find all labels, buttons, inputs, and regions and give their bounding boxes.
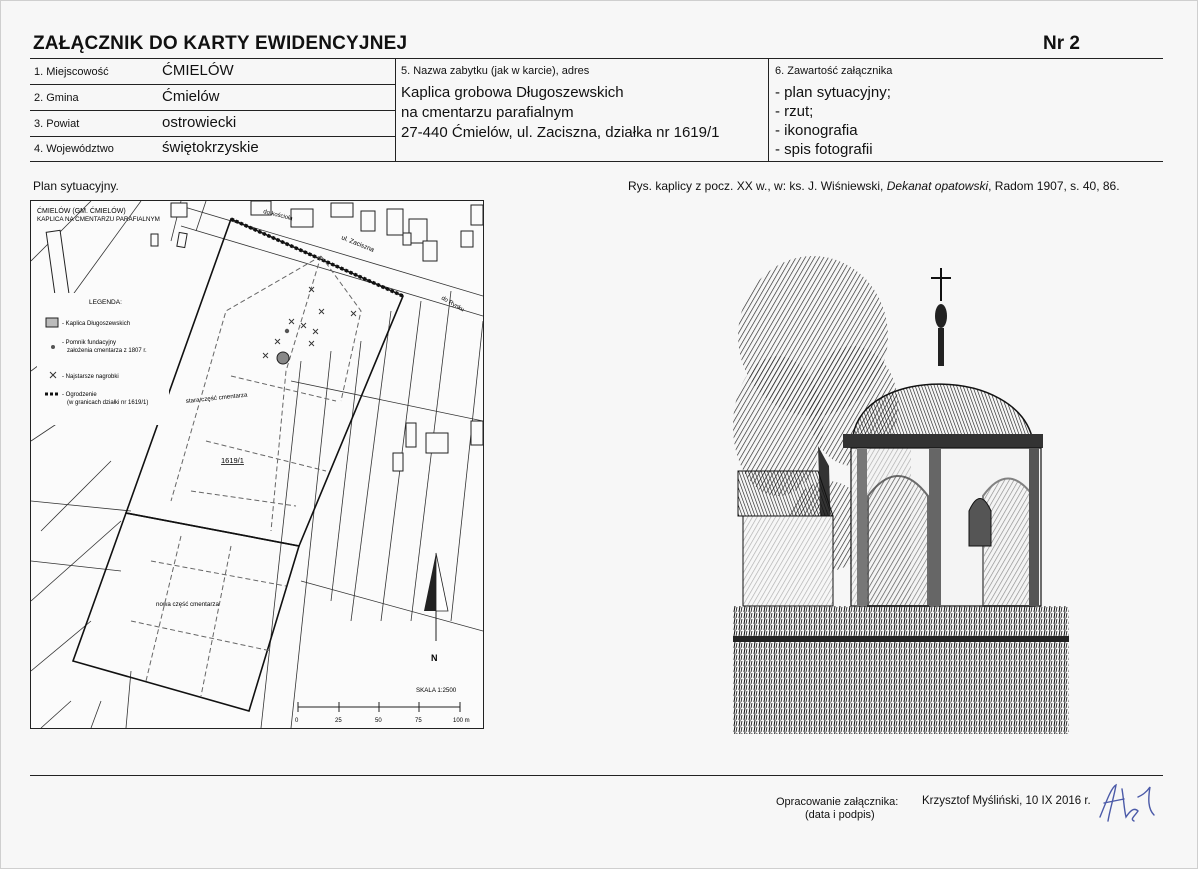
road-label-kosciol: do kościoła (262, 209, 294, 223)
field-value-gmina: Ćmielów (162, 88, 220, 105)
spire (938, 328, 944, 366)
legend-monument-2: założenia cmentarza z 1807 r. (67, 348, 147, 354)
foundation-monument (285, 329, 289, 333)
scale-tick-label: 100 m (453, 718, 470, 724)
table-bottom-rule (30, 161, 1163, 162)
column-rule (395, 58, 396, 161)
scale-tick-label: 50 (375, 718, 382, 724)
site-plan-map (30, 200, 484, 729)
parcel-lines (31, 201, 483, 728)
nazwa-line: na cmentarzu parafialnym (401, 104, 574, 121)
chapel-drawing (733, 246, 1069, 734)
chapel-window (969, 499, 991, 547)
legend-chapel: - Kaplica Długoszewskich (62, 321, 131, 327)
nazwa-line: Kaplica grobowa Długoszewskich (401, 84, 624, 101)
grass-ground (733, 606, 1069, 734)
prepared-label: Opracowanie załącznika: (776, 796, 899, 808)
legend-title: LEGENDA: (89, 299, 122, 306)
column-rule (768, 58, 769, 161)
field-value-zawartosc (775, 83, 891, 159)
chapel-cornice (843, 434, 1043, 448)
north-label: N (431, 653, 438, 663)
legend-fence-2: (w granicach działki nr 1619/1) (67, 400, 149, 406)
row-rule (30, 136, 395, 137)
site-plan-svg (31, 201, 483, 728)
legend-chapel-swatch (46, 318, 58, 327)
footer-rule (30, 775, 1163, 776)
field-label-wojewodztwo: 4. Województwo (34, 143, 114, 155)
label-plot-number: 1619/1 (221, 456, 244, 465)
map-title-1: ĆMIELÓW (GM. ĆMIELÓW) (37, 208, 126, 215)
label-old-part: stara część cmentarza (185, 391, 248, 405)
field-label-gmina: 2. Gmina (34, 92, 79, 104)
legend-fence-1: - Ogrodzenie (62, 392, 97, 398)
field-label-zawartosc: 6. Zawartość załącznika (775, 65, 893, 77)
road-label-zaciszna: ul. Zaciszna (340, 234, 376, 254)
prepared-sublabel: (data i podpis) (805, 809, 875, 821)
chapel-arch-left (868, 476, 928, 606)
row-rule (30, 110, 395, 111)
side-building (738, 471, 833, 606)
signature-svg (1094, 777, 1158, 827)
cross-icon (931, 268, 951, 301)
old-graves (263, 287, 356, 358)
north-arrow-icon (424, 553, 436, 611)
scale-tick-label: 25 (335, 718, 342, 724)
attachment-number: Nr 2 (1043, 33, 1080, 54)
nazwa-line: 27-440 Ćmielów, ul. Zaciszna, działka nr 1619/1 (401, 124, 720, 141)
ground-band (733, 636, 1069, 642)
drawing-caption-suffix: , Radom 1907, s. 40, 86. (988, 179, 1120, 193)
author-date: Krzysztof Myśliński, 10 IX 2016 r. (922, 795, 1091, 807)
finial (935, 304, 947, 328)
pillar (857, 448, 867, 606)
zawartosc-item: - plan sytuacyjny; (775, 84, 891, 101)
pillar (929, 448, 941, 606)
plan-caption: Plan sytuacyjny. (33, 179, 119, 193)
field-label-powiat: 3. Powiat (34, 118, 80, 130)
field-label-nazwa: 5. Nazwa zabytku (jak w karcie), adres (401, 65, 590, 77)
field-value-wojewodztwo: świętokrzyskie (162, 139, 259, 156)
pillar (1029, 448, 1039, 606)
document-title: ZAŁĄCZNIK DO KARTY EWIDENCYJNEJ (33, 33, 408, 54)
field-value-powiat: ostrowiecki (162, 114, 237, 131)
map-title-2: KAPLICA NA CMENTARZU PARAFIALNYM (37, 216, 160, 223)
field-value-nazwa (401, 83, 720, 143)
zawartosc-item: - spis fotografii (775, 141, 873, 158)
north-arrow-light-half (436, 553, 448, 611)
chapel-marker (277, 352, 289, 364)
legend-monument-swatch (51, 345, 55, 349)
new-cemetery-boundary (73, 513, 299, 711)
field-value-miejscowosc: ĆMIELÓW (162, 62, 234, 79)
legend-graves: - Najstarsze nagrobki (62, 374, 119, 380)
chapel-drawing-svg (733, 246, 1069, 734)
zawartosc-item: - rzut; (775, 103, 814, 120)
scale-title: SKALA 1:2500 (416, 687, 457, 694)
legend-monument-1: - Pomnik fundacyjny (62, 340, 117, 346)
field-label-miejscowosc: 1. Miejscowość (34, 66, 109, 78)
label-new-part: nowa część cmentarza (156, 601, 219, 608)
scale-tick-label: 75 (415, 718, 422, 724)
row-rule (30, 84, 395, 85)
signature (1094, 777, 1158, 827)
drawing-caption-prefix: Rys. kaplicy z pocz. XX w., w: ks. J. Wiśniewski, (628, 179, 887, 193)
drawing-caption (628, 179, 1120, 193)
drawing-caption-title: Dekanat opatowski (886, 179, 989, 193)
road-label-rynek: do Rynku (440, 295, 465, 314)
scale-tick-label: 0 (295, 718, 299, 724)
table-top-rule (30, 58, 1163, 59)
zawartosc-item: - ikonografia (775, 122, 858, 139)
street (181, 206, 483, 316)
